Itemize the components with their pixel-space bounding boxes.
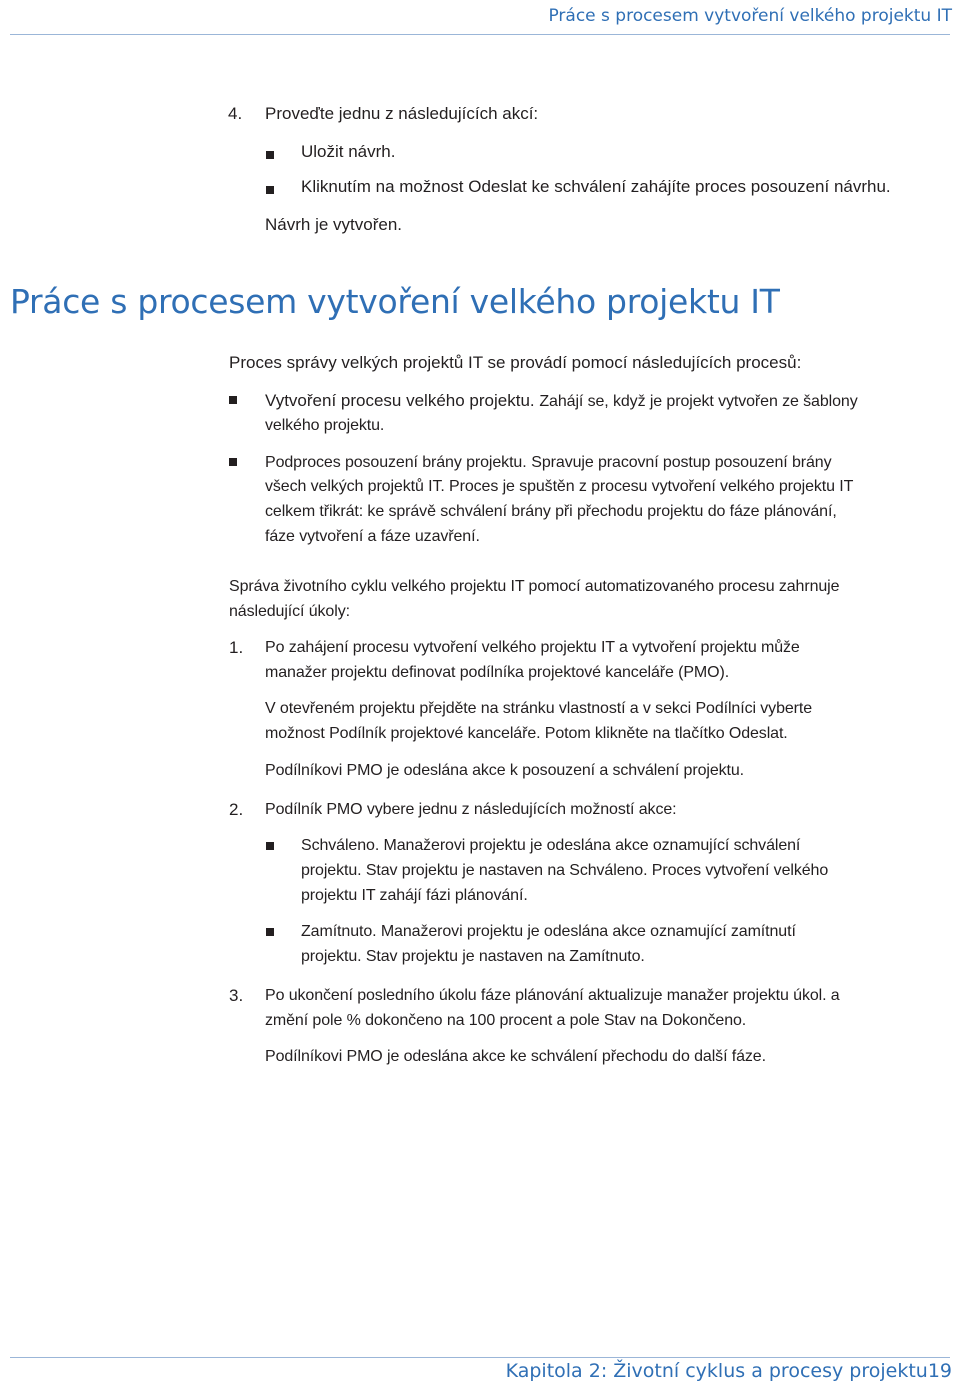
step-4-result: Návrh je vytvořen. <box>265 215 402 234</box>
step-4-bullet-1: Uložit návrh. <box>301 142 396 161</box>
step-4-bullet-2: Kliknutím na možnost Odeslat ke schválení zahájíte proces posouzení návrhu. <box>301 177 891 196</box>
process-bullet-1-lead: Vytvoření procesu velkého projektu. <box>265 391 535 410</box>
bullet-square-icon <box>266 842 274 850</box>
step-3-number: 3. <box>229 986 244 1005</box>
step-1-line-2: manažer projektu definovat podílníka projektové kanceláře (PMO). <box>265 664 730 681</box>
bullet-square-icon <box>229 458 237 466</box>
step-2-option-2-line-1: Zamítnuto. Manažerovi projektu je odeslána akce oznamující zamítnutí <box>301 923 796 940</box>
footer-divider <box>10 1357 950 1358</box>
process-bullet-1-line-1 <box>265 388 858 414</box>
lifecycle-intro-line-2: následující úkoly: <box>229 603 350 620</box>
section-intro: Proces správy velkých projektů IT se provádí pomocí následujících procesů: <box>229 353 802 372</box>
running-header: Práce s procesem vytvoření velkého projektu IT <box>548 6 952 26</box>
step-2-line-1: Podílník PMO vybere jednu z následujících možností akce: <box>265 801 677 818</box>
process-bullet-2-line-4: fáze vytvoření a fáze uzavření. <box>265 528 480 545</box>
step-4-text: Proveďte jednu z následujících akcí: <box>265 104 539 123</box>
bullet-square-icon <box>266 151 274 159</box>
step-2-option-1-line-1: Schváleno. Manažerovi projektu je odeslána akce oznamující schválení <box>301 837 801 854</box>
bullet-square-icon <box>266 186 274 194</box>
section-title: Práce s procesem vytvoření velkého projektu IT <box>10 282 780 321</box>
bullet-square-icon <box>266 928 274 936</box>
step-1-number: 1. <box>229 638 244 657</box>
lifecycle-intro-line-1: Správa životního cyklu velkého projektu IT pomocí automatizovaného procesu zahrnuje <box>229 578 840 595</box>
running-footer: Kapitola 2: Životní cyklus a procesy projektu19 <box>505 1360 952 1382</box>
step-2-option-1-line-2: projektu. Stav projektu je nastaven na Schváleno. Proces vytvoření velkého <box>301 862 829 879</box>
step-2-option-2-line-2: projektu. Stav projektu je nastaven na Zamítnuto. <box>301 948 645 965</box>
step-1-para-3: Podílníkovi PMO je odeslána akce k posouzení a schválení projektu. <box>265 762 745 779</box>
step-3-line-1: Po ukončení posledního úkolu fáze plánování aktualizuje manažer projektu úkol. a <box>265 987 840 1004</box>
process-bullet-1-text: Zahájí se, když je projekt vytvořen ze šablony <box>539 393 858 410</box>
process-bullet-2-lead: Podproces posouzení brány projektu. <box>265 454 527 471</box>
step-3-para-2: Podílníkovi PMO je odeslána akce ke schválení přechodu do další fáze. <box>265 1048 766 1065</box>
process-bullet-2-line-1 <box>265 449 832 475</box>
step-2-number: 2. <box>229 800 244 819</box>
step-1-para-2-line-1: V otevřeném projektu přejděte na stránku vlastností a v sekci Podílníci vyberte <box>265 700 813 717</box>
bullet-square-icon <box>229 396 237 404</box>
step-4-number: 4. <box>228 104 243 123</box>
process-bullet-1-line-2: velkého projektu. <box>265 417 385 434</box>
step-1-line-1: Po zahájení procesu vytvoření velkého projektu IT a vytvoření projektu může <box>265 639 800 656</box>
step-1-para-2-line-2: možnost Podílník projektové kanceláře. Potom klikněte na tlačítko Odeslat. <box>265 725 788 742</box>
step-3-line-2: změní pole % dokončeno na 100 procent a pole Stav na Dokončeno. <box>265 1012 747 1029</box>
process-bullet-2-text: Spravuje pracovní postup posouzení brány <box>531 454 832 471</box>
step-2-option-1-line-3: projektu IT zahájí fázi plánování. <box>301 887 528 904</box>
process-bullet-2-line-2: všech velkých projektů IT. Proces je spuštěn z procesu vytvoření velkého projektu IT <box>265 478 854 495</box>
process-bullet-2-line-3: celkem třikrát: ke správě schválení brány při přechodu projektu do fáze plánování, <box>265 503 837 520</box>
header-divider <box>10 34 950 35</box>
